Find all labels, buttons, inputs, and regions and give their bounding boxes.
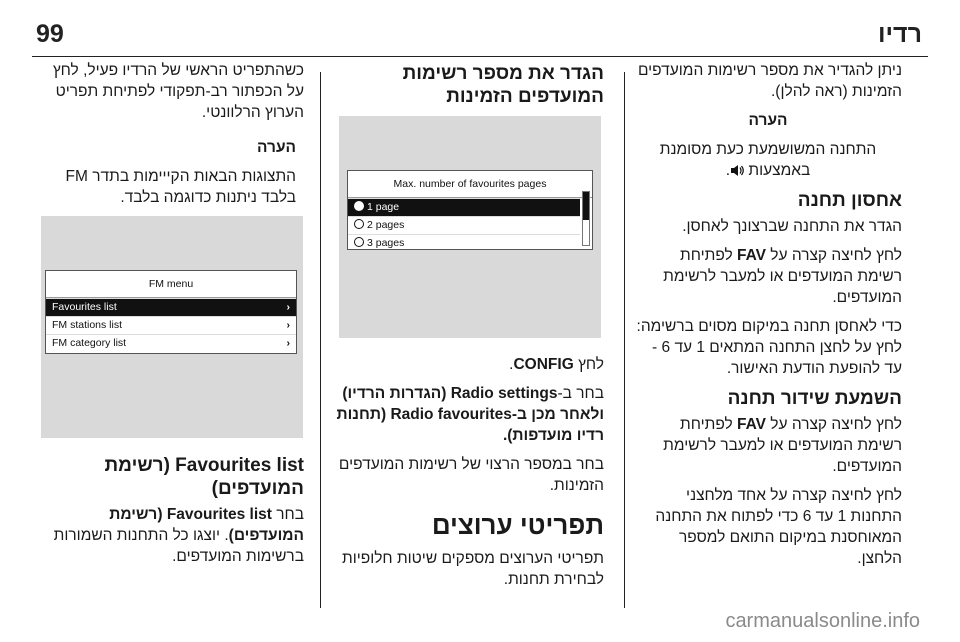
radio-icon xyxy=(354,201,364,211)
intro-paragraph: ניתן להגדיר את מספר רשימות המועדפים הזמינות (ראה להלן). xyxy=(637,62,902,100)
column-divider-left xyxy=(320,72,321,608)
menu-item-fm-stations-list[interactable]: FM stations list › xyxy=(46,316,296,334)
fm-menu-screenshot xyxy=(41,216,303,438)
page-number: 99 xyxy=(36,20,64,48)
option-1-page[interactable]: 1 page xyxy=(348,198,580,216)
store-paragraph-1: הגדר את התחנה שברצונך לאחסן. xyxy=(682,218,902,235)
left-column xyxy=(40,60,304,575)
favourites-list-heading: Favourites list (רשימת המועדפים) xyxy=(104,455,304,499)
chevron-right-icon: › xyxy=(286,337,290,349)
menu-item-favourites-list[interactable]: Favourites list › xyxy=(46,298,296,316)
select-number-paragraph: בחר במספר הרצוי של רשימות המועדפים הזמינות. xyxy=(338,456,604,494)
middle-column xyxy=(336,60,604,598)
radio-icon xyxy=(354,219,364,229)
screen-title: FM menu xyxy=(46,271,296,298)
menu-item-fm-category-list[interactable]: FM category list › xyxy=(46,334,296,352)
option-2-pages[interactable]: 2 pages xyxy=(348,216,580,234)
note-body: התחנה המשושמעת כעת מסומנת באמצעות . xyxy=(659,141,877,179)
channel-menus-paragraph: תפריטי הערוצים מספקים שיטות חלופיות לבחירת תחנות. xyxy=(341,550,604,588)
channel-menus-heading: תפריטי ערוצים xyxy=(431,510,604,540)
screen-title: Max. number of favourites pages xyxy=(348,171,592,198)
settings-paragraph: בחר ב-Radio settings (הגדרות הרדיו) ולאחר מכן ב-Radio favourites (תחנות רדיו מועדפות). xyxy=(336,385,604,444)
watermark: carmanualsonline.info xyxy=(725,610,920,632)
speaker-icon xyxy=(730,162,744,175)
option-3-pages[interactable]: 3 pages xyxy=(348,234,580,252)
chevron-right-icon: › xyxy=(286,319,290,331)
store-heading: אחסון תחנה xyxy=(797,190,902,211)
note-title: הערה xyxy=(748,112,788,129)
note-title: הערה xyxy=(257,139,296,156)
channel-menu-intro: כשהתפריט הראשי של הרדיו פעיל, לחץ על הכפתור רב-תפקודי לפתיחת תפריט הערוץ הרלוונטי. xyxy=(52,62,304,121)
recall-paragraph-1: לחץ לחיצה קצרה על FAV לפתיחת רשימת המועדפים או למעבר לרשימת המועדפים. xyxy=(663,416,902,475)
favourites-list-paragraph: בחר Favourites list (רשימת המועדפים). יוצגו כל התחנות השמורות ברשימות המועדפים. xyxy=(53,506,304,565)
favourites-pages-screenshot xyxy=(339,116,601,338)
chevron-right-icon: › xyxy=(286,301,290,313)
recall-heading: השמעת שידור תחנה xyxy=(727,388,902,409)
store-paragraph-3: כדי לאחסן תחנה במיקום מסוים ברשימה: לחץ על לחצן התחנה המתאים 1 עד 6 - עד להופעת הודעת האישור. xyxy=(636,318,902,377)
right-column xyxy=(634,60,902,577)
recall-paragraph-2: לחץ לחיצה קצרה על אחד מלחצני התחנות 1 עד 6 כדי לפתוח את התחנה המאוחסנת במיקום התואם למספר הלחצן. xyxy=(655,487,902,567)
store-paragraph-2: לחץ לחיצה קצרה על FAV לפתיחת רשימת המועדפים או למעבר לרשימת המועדפים. xyxy=(663,247,902,306)
radio-icon xyxy=(354,237,364,247)
note-body: התצוגות הבאות הקייימות בתדר FM בלבד ניתנות כדוגמה בלבד. xyxy=(65,168,296,206)
page-header xyxy=(32,10,928,57)
scrollbar[interactable] xyxy=(582,191,590,246)
favourites-pages-heading: הגדר את מספר רשימות המועדפים הזמינות xyxy=(402,63,604,107)
column-divider-right xyxy=(624,72,625,608)
config-paragraph: לחץ CONFIG. xyxy=(509,356,604,373)
section-title: רדיו xyxy=(877,20,922,48)
